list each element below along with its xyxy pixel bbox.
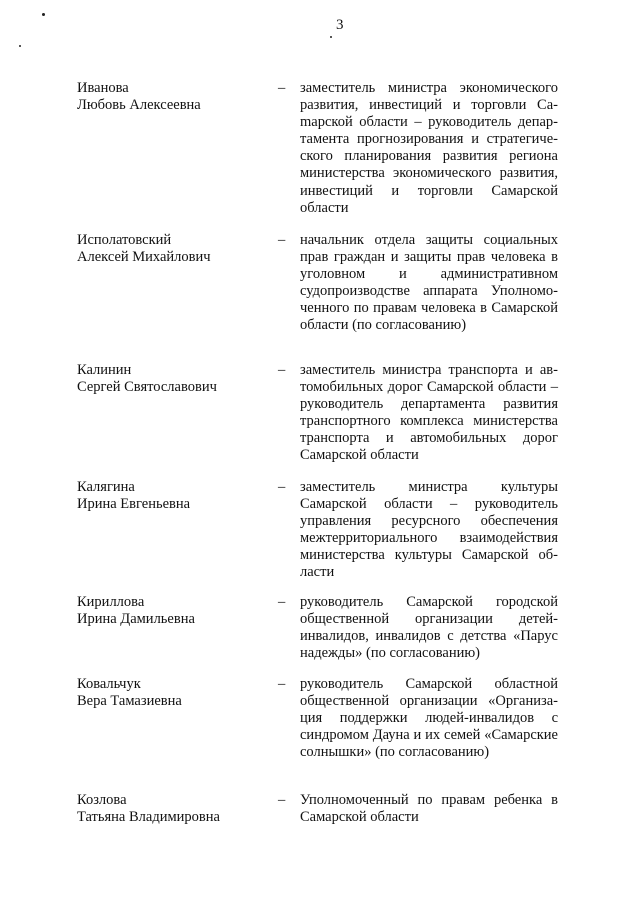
member-surname: Кириллова [77,594,145,610]
dash-separator: – [278,479,286,495]
dash-separator: – [278,594,286,610]
member-position: заместитель министра экономического развития, инвестиций и торговли Саmарской области – руководитель департамента прогнозирования и стратегического планирования развития региона министерства экономического развития, инвестиций и торговли Самарской области [300,80,558,216]
member-surname: Исполатовский [77,232,172,248]
member-given-name: Ирина Евгеньевна [77,496,191,512]
member-name [77,594,267,628]
member-position: заместитель министра транспорта и автомобильных дорог Самарской области – руководитель департамента развития транспортного комплекса министерства транспорта и автомобильных дорог Самарской области [300,362,558,464]
member-surname: Калинин [77,362,132,378]
member-surname: Иванова [77,80,129,96]
dash-separator: – [278,792,286,808]
member-surname: Ковальчук [77,676,141,692]
member-name [77,80,267,114]
scan-speck [42,13,45,16]
page-number: 3 [336,17,344,33]
dash-separator: – [278,80,286,96]
scan-speck [330,36,332,38]
member-position: руководитель Самарской областной общественной организации «Организация поддержки людей-инвалидов с синдромом Дауна и их семей «Самарские солнышки» (по согласованию) [300,676,558,761]
member-name [77,232,267,266]
member-name [77,479,267,513]
member-position: Уполномоченный по правам ребенка в Самарской области [300,792,558,826]
member-name [77,362,267,396]
dash-separator: – [278,232,286,248]
member-position: руководитель Самарской городской общественной организации детей-инвалидов, инвалидов с детства «Парус надежды» (по согласованию) [300,594,558,662]
member-given-name: Алексей Михайлович [77,249,211,265]
member-given-name: Сергей Святославович [77,379,217,395]
member-name [77,676,267,710]
member-position: заместитель министра культуры Самарской области – руководитель управления ресурсного обеспечения межтерриториального взаимодействия министерства культуры Самарской области [300,479,558,581]
member-surname: Козлова [77,792,127,808]
member-given-name: Ирина Дамильевна [77,611,195,627]
member-surname: Калягина [77,479,135,495]
member-position: начальник отдела защиты социальных прав граждан и защиты прав человека в уголовном и административном судопроизводстве аппарата Уполномоченного по правам человека в Самарской области (по согласованию) [300,232,558,334]
member-name [77,792,267,826]
member-given-name: Любовь Алексеевна [77,97,201,113]
dash-separator: – [278,676,286,692]
dash-separator: – [278,362,286,378]
member-given-name: Татьяна Владимировна [77,809,220,825]
member-given-name: Вера Тамазиевна [77,693,182,709]
scan-speck [19,45,21,47]
